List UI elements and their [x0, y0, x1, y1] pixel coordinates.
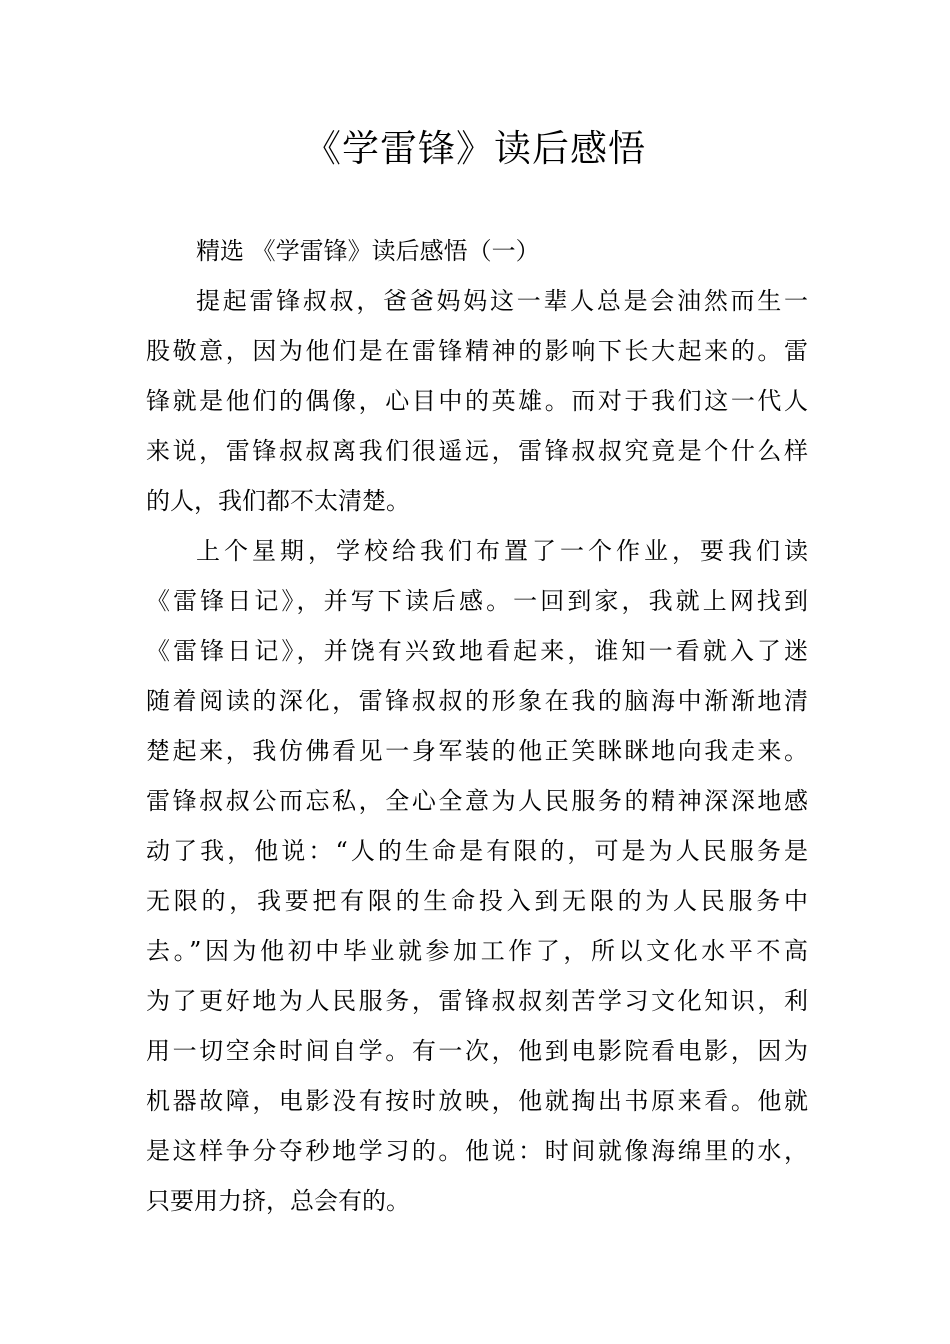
paragraph-line: 雷锋叔叔公而忘私，全心全意为人民服务的精神深深地感 — [146, 787, 808, 815]
document-title: 《学雷锋》读后感悟 — [304, 127, 646, 170]
paragraph-line: 的人，我们都不太清楚。 — [146, 487, 410, 515]
paragraph-line: 股敬意，因为他们是在雷锋精神的影响下长大起来的。雷 — [146, 337, 808, 365]
paragraph-line: 随着阅读的深化，雷锋叔叔的形象在我的脑海中渐渐地清 — [146, 687, 808, 715]
paragraph-line: 机器故障，电影没有按时放映，他就掏出书原来看。他就 — [146, 1087, 808, 1115]
paragraph-line: 提起雷锋叔叔，爸爸妈妈这一辈人总是会油然而生一 — [196, 287, 808, 315]
paragraph-line: 无限的，我要把有限的生命投入到无限的为人民服务中 — [146, 887, 808, 915]
paragraph-line: 《雷锋日记》，并饶有兴致地看起来，谁知一看就入了迷 — [146, 637, 808, 665]
paragraph-line: 动了我，他说：“人的生命是有限的，可是为人民服务是 — [146, 837, 808, 865]
paragraph-line: 来说，雷锋叔叔离我们很遥远，雷锋叔叔究竟是个什么样 — [146, 437, 808, 465]
paragraph-line: 《雷锋日记》，并写下读后感。一回到家，我就上网找到 — [146, 587, 808, 615]
paragraph-line: 去。”因为他初中毕业就参加工作了，所以文化水平不高 — [146, 937, 808, 965]
paragraph-line: 为了更好地为人民服务，雷锋叔叔刻苦学习文化知识，利 — [146, 987, 808, 1015]
paragraph-line: 只要用力挤，总会有的。 — [146, 1187, 410, 1215]
document-body — [146, 226, 808, 1226]
paragraph-line: 楚起来，我仿佛看见一身军装的他正笑眯眯地向我走来。 — [146, 737, 808, 765]
section-subtitle: 精选 《学雷锋》读后感悟（一） — [196, 237, 540, 265]
paragraph-line: 是这样争分夺秒地学习的。他说：时间就像海绵里的水， — [146, 1137, 808, 1165]
paragraph-line: 用一切空余时间自学。有一次，他到电影院看电影，因为 — [146, 1037, 808, 1065]
paragraph-line: 锋就是他们的偶像，心目中的英雄。而对于我们这一代人 — [146, 387, 808, 415]
paragraph-line: 上个星期，学校给我们布置了一个作业，要我们读 — [196, 537, 808, 565]
